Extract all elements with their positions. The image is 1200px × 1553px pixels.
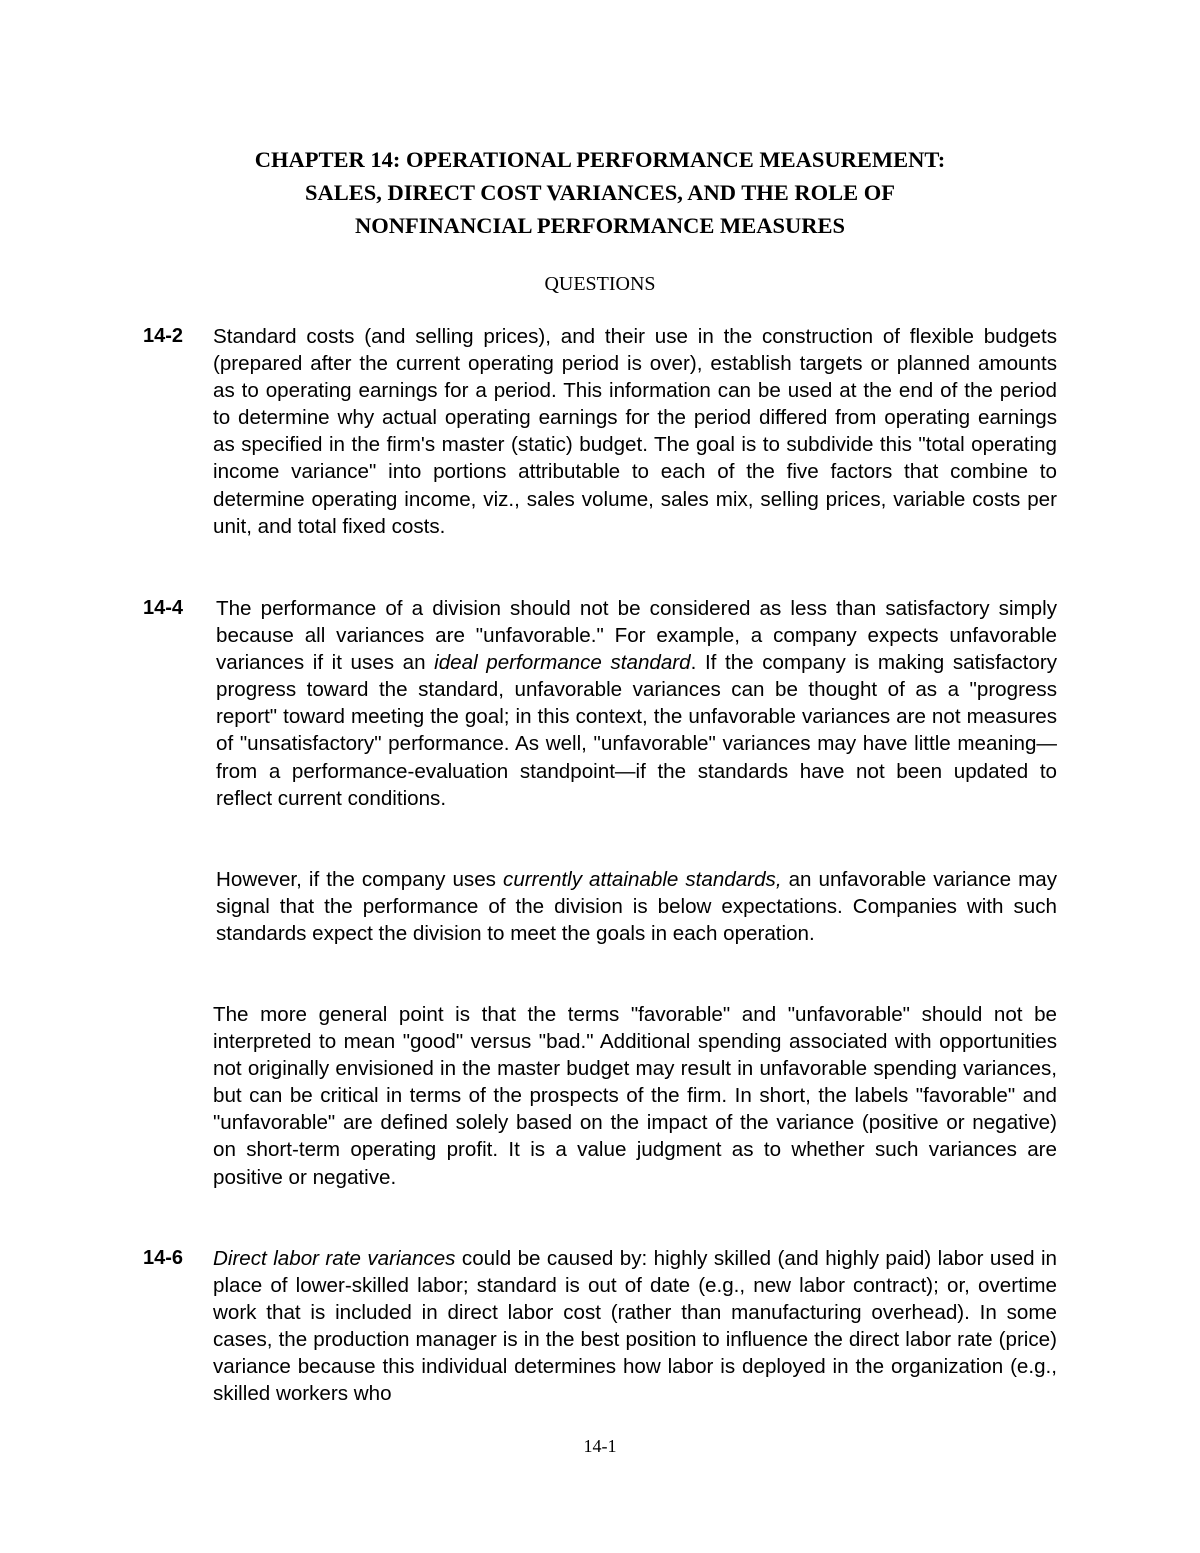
question-answer-14-6 — [213, 1245, 1057, 1408]
text-run: . If the company is making satisfactory progress toward the standard, unfavorable variances can be thought of as a "progress report" toward meeting the goal; in this context, the unfavorable variances are not measures of "unsatisfactory" performance. As well, "unfavorable" variances may have little meaning—from a performance-evaluation standpoint—if the standards have not been updated to reflect current conditions. — [216, 651, 1057, 810]
question-number: 14-2 — [143, 325, 184, 347]
question-number: 14-4 — [143, 597, 184, 619]
italic-term: ideal performance standard — [434, 651, 691, 675]
question-answer-14-4-paragraph-1 — [216, 595, 1057, 812]
text-run: However, if the company uses — [216, 868, 504, 891]
chapter-title-line: SALES, DIRECT COST VARIANCES, AND THE ROLE OF — [305, 180, 895, 205]
section-heading: QUESTIONS — [544, 273, 656, 295]
page-number: 14-1 — [583, 1436, 617, 1456]
chapter-title-line: CHAPTER 14: OPERATIONAL PERFORMANCE MEASUREMENT: — [254, 147, 946, 172]
text-run: The performance of a division should not be considered as less than satisfactory simply because all variances are "unfavorable." For example, a company expects unfavorable variances if it uses an — [216, 597, 1057, 675]
chapter-title-line: NONFINANCIAL PERFORMANCE MEASURES — [354, 213, 846, 238]
question-number: 14-6 — [143, 1247, 184, 1269]
text-run: an unfavorable variance may signal that the performance of the division is below expectations. Companies with such standards expect the division to meet the goals in each operation. — [216, 868, 1057, 946]
chapter-title — [0, 143, 1200, 242]
question-answer-14-4-paragraph-2 — [216, 866, 1057, 947]
question-answer-14-4-paragraph-3: The more general point is that the terms "favorable" and "unfavorable" should not be interpreted to mean "good" versus "bad." Additional spending associated with opportunities not originally envisioned in the master budget may result in unfavorable spending variances, but can be critical in terms of the prospects of the firm. In short, the labels "favorable" and "unfavorable" are defined solely based on the impact of the variance (positive or negative) on short-term operating profit. It is a value judgment as to whether such variances are positive or negative. — [213, 1003, 1057, 1189]
question-answer-14-2: Standard costs (and selling prices), and their use in the construction of flexible budgets (prepared after the current operating period is over), establish targets or planned amounts as to operating earnings for a period. This information can be used at the end of the period to determine why actual operating earnings for the period differed from operating earnings as specified in the firm's master (static) budget. The goal is to subdivide this "total operating income variance" into portions attributable to each of the five factors that combine to determine operating income, viz., sales volume, sales mix, selling prices, variable costs per unit, and total fixed costs. — [213, 325, 1057, 538]
italic-term: Direct labor rate variances — [213, 1247, 456, 1270]
text-run: could be caused by: highly skilled (and highly paid) labor used in place of lower-skilled labor; standard is out of date (e.g., new labor contract); or, overtime work that is included in direct labor cost (rather than manufacturing overhead). In some cases, the production manager is in the best position to influence the direct labor rate (price) variance because this individual determines how labor is deployed in the organization (e.g., skilled workers who — [213, 1247, 1057, 1406]
italic-term: currently attainable standards, — [503, 868, 782, 891]
